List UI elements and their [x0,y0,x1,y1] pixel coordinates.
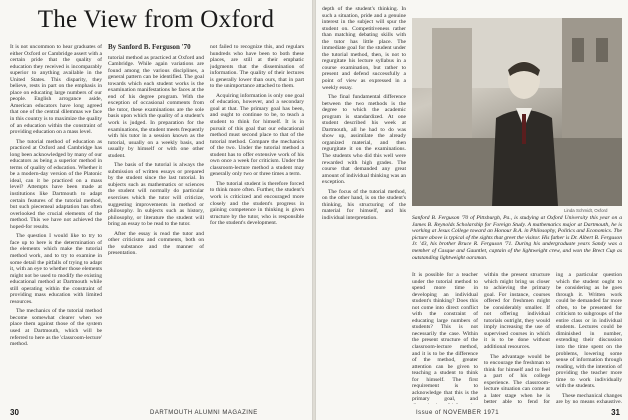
page-number: 31 [611,408,620,417]
magazine-footer: DARTMOUTH ALUMNI MAGAZINE [150,410,258,416]
left-column-1 [10,44,102,404]
byline: By Sanford B. Ferguson '70 [108,44,191,51]
paragraph: It is possible for a teacher under the tutorial method to spend more time in developing an individual student's thinking? Does this not come into direct conflict with the constraint of educating large numbers of students? This is not necessarily the case. Within the present structure of the classroom-lecture method, and it is to be the difference of the method, greater attention can be given to teaching a student to think for himself. The first requirement is to acknowledge that this is the primary goal, and [412,272,478,403]
right-column-3 [484,272,550,404]
right-column-2 [412,272,478,404]
paragraph: ing a particular question which the student ought to be considering as he goes through it. Written work could be demanded far more often, to be presented for criticism to subgroups of the entire class or in individual students. Lectures could be diminished in number, extending their discussion into the time spent on the problems, lowering some sense of information through reading, with the intention of providing the teacher more time to work individually with the students. [556,272,622,390]
photo-caption: Sanford B. Ferguson '70 of Pittsburgh, Pa., is studying at Oxford University this year on a James B. Reynolds Scholarship for Foreign Study. A mathematics major at Dartmouth, he is working at Jesus College toward an Honour B.A. in Philosophy, Politics and Economics. The picture above is typical of the sights that greet the visitor. His father is Dr. Albert B. Ferguson Jr. '43, his brother Bruce R. Ferguson '71. During his undergraduate years Sandy was a member of Casque and Gauntlet, captain of the lightweight crew, and won the Brect Cup as outstanding lightweight oarsman. [412,215,622,261]
paragraph: It is not uncommon to hear graduates of either Oxford or Cambridge assert with a certain pride that the quality of education they received is incomparably superior to anything available in the United States. This disparity, they believe, rests in part on the emphasis in place on educating large numbers of our people. English arrogance aside, American educators have long agreed that one of the central dilemmas we face in this country is to maximize the quality of an education within the constraint of providing education on a mass level. [10,44,102,136]
photo-credit: Linda Schmidt, Oxford [564,208,608,213]
left-page [0,0,312,420]
paragraph: The tutorial method of education as practiced at Oxford and Cambridge has long been acknowledged by many of our educators as being a superior method in terms of quality of education. Whether it be a modern-day version of the Platonic ideal, can it be practiced on a mass level? Attempts have been made at institutions like Dartmouth to adapt certain features of the tutorial method, but such piecemeal adaptation has often overlooked the crucial elements of the method. This we have not achieved the hoped-for results. [10,138,102,230]
paragraph: The advantage would be to encourage the freshman to think for himself and to feel a part of his college experience. The classroom-lecture situation can come at a later stage when he is better able to fend for [484,353,550,404]
right-page [316,0,628,420]
paragraph: depth of the student's thinking. In such a situation, pride and a genuine interest in the subject will spur the student on. Competitiveness rather than matching debating skills with the tutor has little place. The immediate goal for the student under the tutorial method, then, is not to regurgitate his lecture syllabus in a course examination, but rather to present and defend successfully a point of view as expressed in a weekly essay. [322,6,406,91]
left-column-2 [108,44,204,404]
paragraph: The mechanics of the tutorial method become somewhat clearer when we place them against those of the system used at Dartmouth, which will be referred to here as the 'classroom-lecture' method. [10,308,102,348]
paragraph: The final fundamental difference between the two methods is the degree to which the academic program is standardized. At one student described his week at Dartmouth, all he had to do was show up, assimilate the already organized material, and then regurgitate it on the examinations. The students who did this well were rewarded with high grades. The course that demanded any great amount of individual thinking was an exception. [322,94,406,186]
paragraph: The tutorial student is therefore forced to think more often. Further, the student's work is criticized and encouraged more closely and the student's progress in gaining competence in thinking is given structure by the tutor, who is responsible for the student's development. [210,180,304,227]
photo-illustration [412,18,622,206]
paragraph: The question I would like to try to face up to here is the determination of the elements which make the tutorial method work, and to try to examine in some detail the pitfalls of trying to adapt it, with an eye to whether those elements might not be used to modify the existing educational method at Dartmouth while still operating within the constraint of providing mass education with limited resources. [10,233,102,305]
paragraph: not failed to recognize this, and regulars hundreds who have been to both these places, are still at their emphatic judgments that the dissemination of information. The quality of their lectures is generally lower than ours, that in part to the unimportance attached to them. [210,44,304,90]
page-number: 30 [10,408,19,417]
right-column-4 [556,272,622,404]
paragraph: The basis of the tutorial is always the submission of written essays or prepared by the student since the last tutorial. In subjects such as mathematics or sciences the student will normally do particular exercises which the tutor will criticize, suggesting improvements in method or philosophy. In subjects such as history, philosophy, or literature the student will bring an essay to be read to the tutor. [108,162,204,228]
right-column-1 [322,6,406,404]
paragraph: within the present structure which might bring us closer to achieving the primary goal. For instance, courses offered for freshmen might be considerably smaller. If not offering individual tutorials outright, they would imply increasing the use of supervised courses in which it is to be done without additional resources. [484,272,550,351]
paragraph: These mechanical changes are by no means exhaustive. [556,392,622,404]
paragraph: The focus of the tutorial method, on the other hand, is on the student's thinking, his structuring of the material for himself, and his individual interpretation. [322,188,406,221]
paragraph: After the essay is read the tutor and other criticisms and comments, both on the substance and the manner of presentation. [108,230,204,257]
article-title: The View from Oxford [37,6,275,33]
paragraph: tutorial method as practiced at Oxford and Cambridge. While again variations are found among the various disciplines, a general pattern can be identified. The goal towards which each student works is the examination manifestations he faces at the end of his degree program. With the exception of occasional comments from the tutor, these examinations are the sole basis upon which the quality of a student's work is judged. In preparation for the examinations, the student meets frequently with his tutor in a session known as the tutorial, usually on a weekly basis, and usually by himself or with one other student. [108,54,204,159]
paragraph: Acquiring information is only one goal of education, however, and a secondary goal at that. The primary goal has been, and ought to continue to be, to teach a student to think for himself. It is in pursuit of this goal that our educational method must second place to that of the tutorial method. Compare the mechanics of the two. Under the tutorial method a student has to offer extensive work of his own once a week for criticism. Under the classroom-lecture method a student may generally only two or three times a term. [210,92,304,178]
left-column-3 [210,44,304,404]
photo-student-at-oxford [412,18,622,206]
issue-footer: Issue of NOVEMBER 1971 [416,410,500,416]
